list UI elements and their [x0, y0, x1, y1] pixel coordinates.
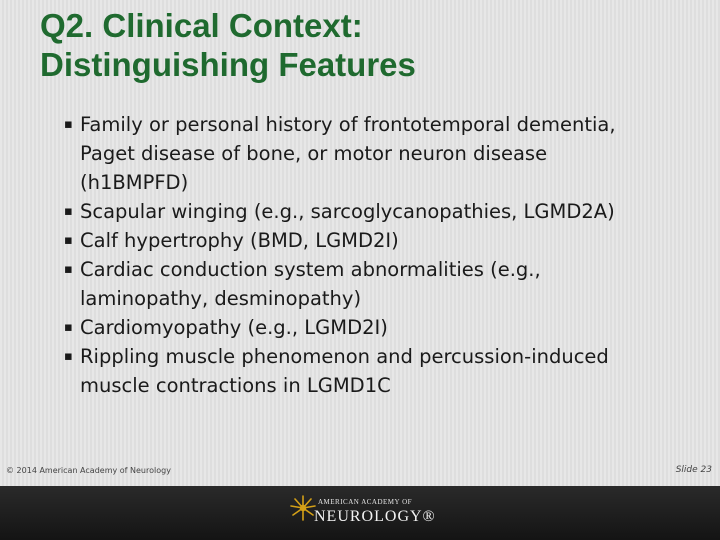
bullet-item	[64, 226, 704, 255]
bullet-item	[64, 342, 704, 400]
aan-logo	[288, 494, 436, 534]
square-bullet-icon: ▪	[64, 117, 73, 132]
bullet-item	[64, 313, 704, 342]
bullet-line: Cardiomyopathy (e.g., LGMD2I)	[80, 316, 388, 339]
bullet-line: Rippling muscle phenomenon and percussion-induced	[80, 345, 609, 368]
logo-line-2: NEUROLOGY®	[314, 508, 436, 525]
bullet-item	[64, 110, 704, 197]
square-bullet-icon: ▪	[64, 320, 73, 335]
bullet-line: Calf hypertrophy (BMD, LGMD2I)	[80, 229, 399, 252]
bullet-item	[64, 197, 704, 226]
bullet-line: Paget disease of bone, or motor neuron disease	[80, 142, 548, 165]
bullet-line: laminopathy, desminopathy)	[80, 287, 362, 310]
slide-number: Slide 23	[675, 465, 712, 475]
square-bullet-icon: ▪	[64, 233, 73, 248]
copyright-text: © 2014 American Academy of Neurology	[6, 466, 171, 475]
bullet-line: muscle contractions in LGMD1C	[80, 374, 391, 397]
square-bullet-icon: ▪	[64, 349, 73, 364]
slide-title	[40, 6, 700, 84]
bullet-item	[64, 255, 704, 313]
square-bullet-icon: ▪	[64, 204, 73, 219]
logo-line-1: AMERICAN ACADEMY OF	[318, 498, 413, 506]
bullet-line: Cardiac conduction system abnormalities (e.g.,	[80, 258, 541, 281]
title-line-1: Q2. Clinical Context:	[40, 7, 363, 44]
bullet-list	[64, 110, 704, 400]
bullet-line: Scapular winging (e.g., sarcoglycanopathies, LGMD2A)	[80, 200, 615, 223]
square-bullet-icon: ▪	[64, 262, 73, 277]
title-line-2: Distinguishing Features	[40, 46, 416, 83]
bullet-line: (h1BMPFD)	[80, 171, 189, 194]
bullet-line: Family or personal history of frontotemporal dementia,	[80, 113, 616, 136]
